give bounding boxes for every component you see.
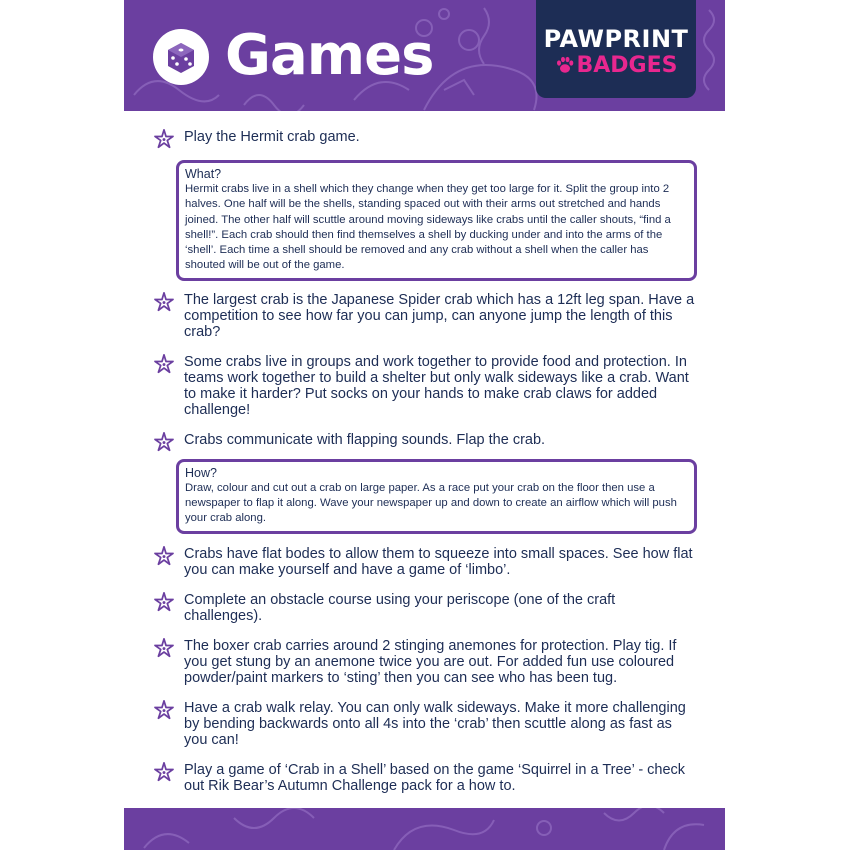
list-item: [124, 129, 725, 145]
logo-line-2: BADGES: [576, 53, 678, 78]
activity-list: [124, 126, 725, 794]
box-text: Draw, colour and cut out a crab on large paper. As a race put your crab on the floor then use a newspaper to flap it along. Wave your newspaper up and down to create an airflow which will push your crab along.: [185, 481, 677, 525]
item-text: Complete an obstacle course using your periscope (one of the craft challenges).: [184, 591, 616, 624]
list-item: [124, 292, 725, 340]
info-box: [176, 160, 697, 281]
paw-icon: [555, 55, 575, 75]
footer-banner: [124, 808, 725, 850]
item-text: Crabs have flat bodes to allow them to squeeze into small spaces. See how flat you can make yourself and have a game of ‘limbo’.: [184, 545, 693, 578]
box-heading: What?: [185, 167, 222, 181]
item-text: The boxer crab carries around 2 stinging anemones for protection. Play tig. If you get stung by an anemone twice you are out. For added fun use coloured powder/paint markers to ‘sting’ then you can see who has been tug.: [184, 637, 677, 686]
box-heading: How?: [185, 465, 217, 480]
list-item: [124, 432, 725, 448]
item-text: Have a crab walk relay. You can only walk sideways. Make it more challenging by bending backwards onto all 4s into the ‘crab’ then scuttle along as fast as you can!: [184, 699, 686, 748]
list-item: [124, 354, 725, 418]
item-text: Play the Hermit crab game.: [184, 129, 360, 145]
header-banner: [124, 0, 725, 111]
list-item: [124, 546, 725, 578]
starfish-icon: [153, 699, 175, 721]
box-text: Hermit crabs live in a shell which they change when they get too large for it. Split the group into 2 halves. One half will be the shells, standing spaced out with their arms out stretched and hands joined. The other half will scuttle around moving sideways like crabs until the caller shouts, “find a shell!”. Each crab should then find themselves a shell by ducking under and into the arms of the ‘shell’. Each time a shell should be removed and any crab without a shell when the caller has shouted will be out of the game.: [185, 183, 671, 272]
starfish-icon: [153, 545, 175, 567]
starfish-icon: [153, 761, 175, 783]
footer-doodles: [124, 808, 725, 850]
list-item: [124, 700, 725, 748]
info-box: [176, 459, 697, 534]
activity-sheet: [124, 0, 725, 850]
item-text: Crabs communicate with flapping sounds. Flap the crab.: [184, 431, 546, 448]
logo-line-2-wrap: [555, 53, 678, 79]
dice-icon: [153, 29, 209, 85]
starfish-icon: [153, 431, 175, 453]
item-text: Some crabs live in groups and work together to provide food and protection. In teams work together to build a shelter but only walk sideways like a crab. Want to make it harder? Put socks on your hands to make crab claws for added challenge!: [184, 353, 689, 418]
item-text: Play a game of ‘Crab in a Shell’ based on the game ‘Squirrel in a Tree’ - check out Rik Bear’s Autumn Challenge pack for a how to.: [184, 761, 686, 794]
item-text: The largest crab is the Japanese Spider crab which has a 12ft leg span. Have a competition to see how far you can jump, can anyone jump the length of this crab?: [184, 291, 695, 340]
starfish-icon: [153, 637, 175, 659]
starfish-icon: [153, 128, 175, 150]
starfish-icon: [153, 353, 175, 375]
list-item: [124, 592, 725, 624]
logo-line-1: PAWPRINT: [543, 25, 689, 53]
pawprint-badges-logo: [536, 0, 696, 98]
page-title: Games: [225, 23, 434, 88]
list-item: [124, 762, 725, 794]
starfish-icon: [153, 291, 175, 313]
starfish-icon: [153, 591, 175, 613]
list-item: [124, 638, 725, 686]
